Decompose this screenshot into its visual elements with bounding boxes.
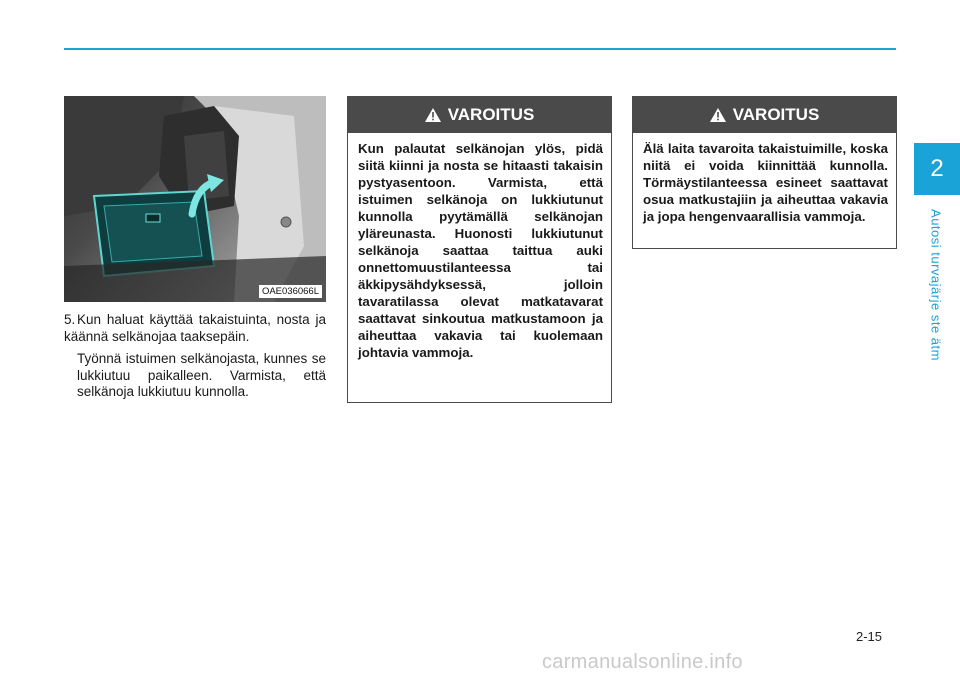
chapter-number: 2 — [930, 155, 944, 182]
chapter-tab[interactable] — [914, 143, 960, 195]
warning-header-1 — [348, 97, 611, 133]
warning-box-1 — [347, 96, 612, 403]
top-rule — [64, 48, 896, 50]
instruction-step — [64, 312, 326, 407]
step-text: Kun haluat käyttää takaistuinta, nosta ja käännä selkänojaa taaksepäin. — [64, 312, 326, 344]
step-main — [64, 312, 326, 345]
warning-text-1: Kun palautat selkänojan ylös, pidä siitä kiinni ja nosta se hitaasti takaisin pystyasentoon. Varmista, että istuimen selkänoja on lukkiutunut kunnolla pyytämällä selkänojan yläreunasta. Huonosti lukkiutunut selkänoja saattaa taittua auki onnettomuustilanteessa tai äkkipysähdyksessä, jolloin tavaratilassa olevat matkatavarat saattavat sinkoutua matkustamoon ja aiheuttaa vakavia tai kuolemaan johtavia vammoja. — [358, 141, 603, 360]
seat-illustration — [64, 96, 326, 302]
warning-box-2 — [632, 96, 897, 249]
warning-title-1: VAROITUS — [447, 105, 535, 124]
warning-title-2: VAROITUS — [732, 105, 820, 124]
figure-code: OAE036066L — [259, 285, 322, 298]
chapter-title: Autosi turvajärje ste ätm — [928, 209, 944, 361]
step-number: 5. — [64, 312, 76, 327]
warning-triangle-icon — [425, 108, 441, 122]
warning-text-2: Älä laita tavaroita takaistuimille, koska niitä ei voida kiinnittää kunnolla. Törmäystilanteessa esineet saattavat osua matkustajiin ja aiheuttaa vakavia ja jopa hengenvaarallisia vammoja. — [643, 141, 888, 224]
step-followup: Työnnä istuimen selkänojasta, kunnes se lukkiutuu paikalleen. Varmista, että selkänoja lukkiutuu kunnolla. — [77, 351, 326, 399]
page-number: 2-15 — [856, 629, 883, 644]
seat-folding-photo — [64, 96, 326, 302]
watermark: carmanualsonline.info — [542, 651, 743, 673]
warning-header-2 — [633, 97, 896, 133]
warning-triangle-icon — [710, 108, 726, 122]
